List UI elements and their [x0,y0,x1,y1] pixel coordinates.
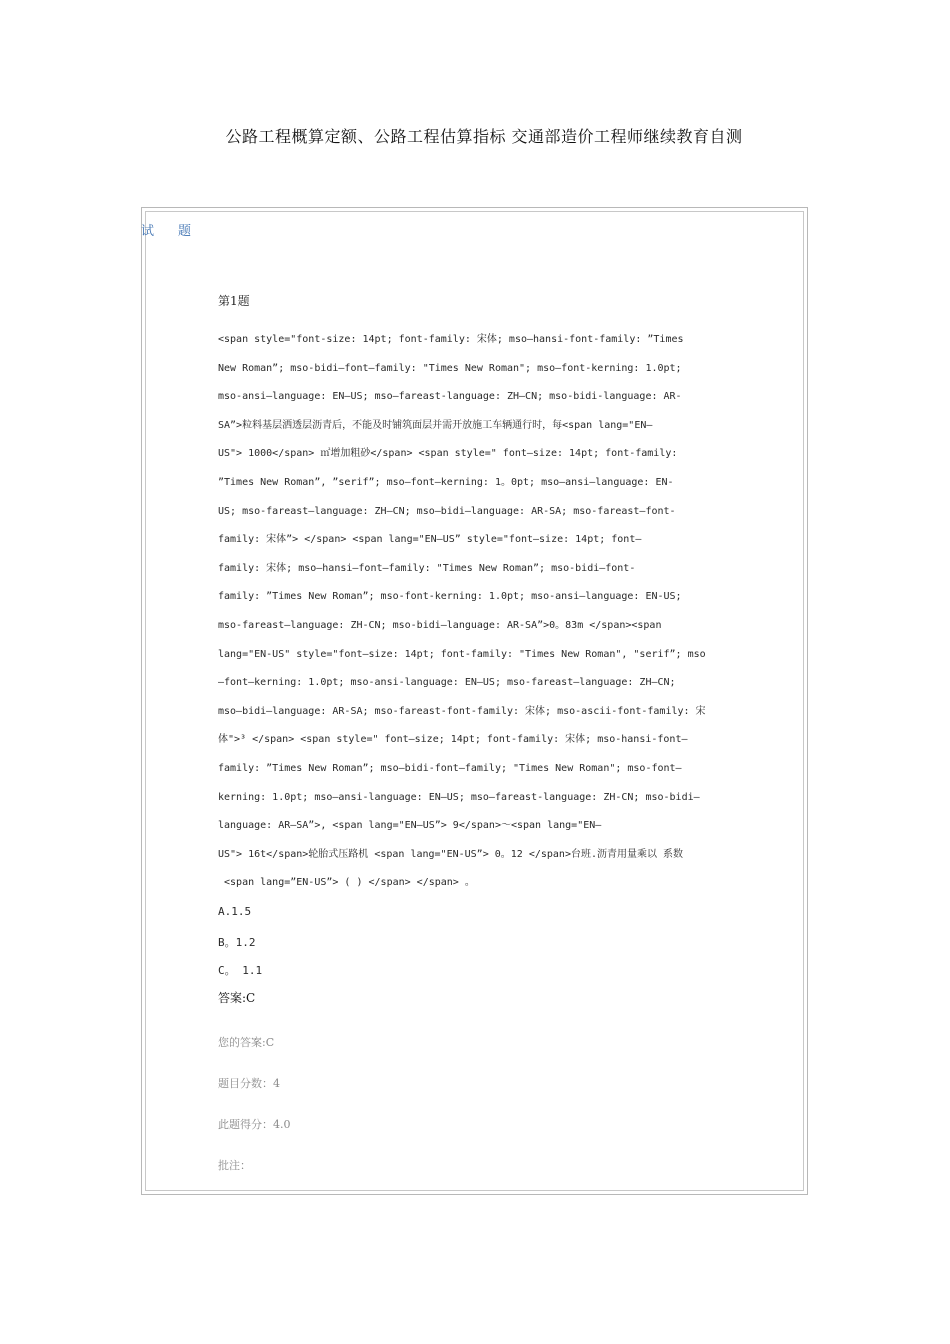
question-text [218,326,733,898]
question-line: <span style="font-size: 14pt; font-family: 宋体; mso—hansi-font-family: ”Times [218,334,684,345]
question-line: US; mso-fareast—language: ZH—CN; mso—bidi—language: AR-SA; mso-fareast—font- [218,505,676,517]
question-line: US"> 1000</span> ㎡增加粗砂</span> <span style=" font—size: 14pt; font-family: [218,448,678,460]
option-c: C。 1.1 [218,964,263,977]
question-line: <span lang=”EN-US”> ( ) </span> </span> 。 [218,877,475,889]
your-answer: 您的答案:C [218,1036,275,1049]
question-line: mso—bidi—language: AR-SA; mso-fareast-font-family: 宋体; mso-ascii-font-family: 宋 [218,705,706,717]
question-line: lang="EN-US" style="font—size: 14pt; font-family: "Times New Roman", "serif”; mso [218,648,706,660]
comment-label: 批注： [218,1159,251,1172]
question-line: family: ”Times New Roman”; mso—bidi-font—family; "Times New Roman"; mso-font— [218,762,682,774]
earned-points: 此题得分：4.0 [218,1118,291,1131]
question-line: —font—kerning: 1.0pt; mso-ansi-language: EN—US; mso-fareast—language: ZH—CN; [218,677,676,689]
question-line: SA”>粒料基层洒透层沥青后，不能及时铺筑面层并需开放施工车辆通行时，每<span lang="EN— [218,419,653,431]
correct-answer: 答案:C [218,991,256,1005]
option-b: B。1.2 [218,936,256,949]
section-heading-char-2: 题 [178,224,192,239]
question-line: kerning: 1.0pt; mso—ansi-language: EN—US; mso—fareast-language: ZH-CN; mso-bidi— [218,791,700,803]
section-heading [141,220,191,239]
question-line: family: ”Times New Roman”; mso-font-kerning: 1.0pt; mso-ansi—language: EN-US; [218,591,682,603]
question-line: 体">³ </span> <span style=" font—size; 14pt; font-family: 宋体; mso-hansi-font— [218,734,688,746]
question-line: family: 宋体; mso—hansi—font—family: "Times New Roman”; mso-bidi—font- [218,562,636,574]
section-heading-char-1: 试 [141,224,155,239]
page-title: 公路工程概算定额、公路工程估算指标 交通部造价工程师继续教育自测 [225,127,743,146]
question-line: New Roman”; mso-bidi—font—family: "Times New Roman"; mso—font-kerning: 1.0pt; [218,362,682,374]
option-a: A.1.5 [218,905,252,918]
question-number: 第1题 [218,294,250,308]
question-points: 题目分数：4 [218,1077,280,1090]
question-line: language: AR—SA”>, <span lang="EN—US”> 9</span>～<span lang="EN— [218,820,602,832]
question-line: family: 宋体”> </span> <span lang="EN—US” style="font—size: 14pt; font— [218,534,642,546]
question-line: mso-ansi—language: EN—US; mso—fareast-language: ZH—CN; mso-bidi-language: AR- [218,391,682,403]
question-line: US"> 16t</span>轮胎式压路机 <span lang="EN-US”> 0。12 </span>台班.沥青用量乘以 系数 [218,848,684,860]
question-line: ”Times New Roman”, ”serif”; mso—font—kerning: 1。0pt; mso—ansi—language: EN- [218,476,674,488]
question-line: mso-fareast—language: ZH-CN; mso-bidi—language: AR-SA”>0。83m </span><span [218,619,662,631]
